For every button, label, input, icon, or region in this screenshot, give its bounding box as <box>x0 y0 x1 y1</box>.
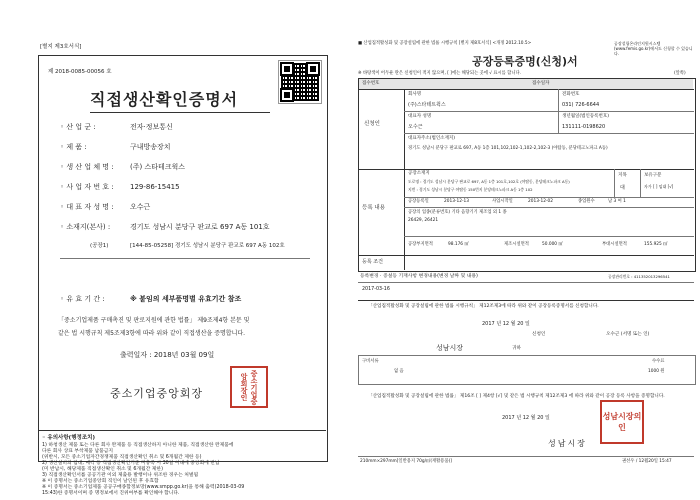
application-text: 「산업집적활성화 및 공장설립에 관한 법률 시행규칙」 제12조제3에 따라 위와 같이 공장등록증명서를 신청합니다. <box>368 304 599 309</box>
validity-value: ※ 붙임의 세부품명별 유효기간 참조 <box>130 295 242 303</box>
field-value-industry: 전자·정보통신 <box>130 123 173 131</box>
paper-spec: 210mm×297mm[일반용지 70g/㎡(재활용품)] <box>360 459 452 464</box>
manufacturing-area-value: 50.000 ㎡ <box>542 242 563 247</box>
issue-date: 출력일자 : 2018년 03월 09일 <box>120 351 215 359</box>
mayor-addressee: 성남시장 <box>436 344 464 352</box>
note-line: 3) 직접생산확인서를 공공기관 이외 제출용 발행이나 위조한 경우는 처벌됨 <box>42 473 199 478</box>
fee-value: 1000 원 <box>648 369 665 374</box>
receipt-date-label: 접수일자 <box>532 81 550 86</box>
phone-value: 031) 726-6644 <box>562 102 600 108</box>
fee-label: 수수료 <box>652 359 665 364</box>
auxiliary-area-label: 부대시설면적 <box>602 242 627 247</box>
industry-label: 공장의 업종(분류번호) 기타 음향기기 제조업 외 1 종 <box>408 210 507 215</box>
divider <box>60 258 310 259</box>
land-type-value: 대 <box>620 185 625 191</box>
land-type-label: 지목 <box>618 173 627 178</box>
field-value-address: 경기도 성남시 분당구 판교로 697 A동 101호 <box>130 223 270 231</box>
manufacturing-area-label: 제조시설면적 <box>504 242 529 247</box>
field-value-product: 구내방송장치 <box>130 143 171 151</box>
validity-label: ◦ 유 효 기 간 : <box>60 295 105 303</box>
required-documents-label: 구비서류 <box>362 359 379 364</box>
management-number: 공장관리번호 : 411352013296541 <box>608 274 670 279</box>
receipt-number-label: 접수번호 <box>362 81 380 86</box>
required-documents-value: 없 음 <box>394 369 404 374</box>
note-line: 다른 회사 상표 부착제품 납품금지 <box>42 449 113 454</box>
certification-date: 2017 년 12 월 20 일 <box>502 415 550 421</box>
page-title: 직접생산확인증명서 <box>90 90 239 109</box>
certification-text: 「산업집적활성화 및 공장설립에 관한 법률」 제16조 [ ] 제4항 [√] 및 같은 법 시행규칙 제12조제3 에 따라 위와 같이 공장 등록 사항을 증명합니다. <box>368 394 665 399</box>
mayor-issuer: 성남시장 <box>548 439 587 448</box>
industry-code: 26429, 26421 <box>408 218 439 223</box>
start-date-label: 사업시작일 <box>492 199 513 204</box>
receipt-row-bg <box>359 79 693 89</box>
factory-address-label: 공장소재지 <box>408 171 430 176</box>
factory-registration-certificate <box>352 0 700 500</box>
field-value-ceo: 오수근 <box>130 203 151 211</box>
field-value-biz-no: 129-86-15415 <box>130 183 180 191</box>
start-date-value: 2013-12-02 <box>528 199 553 204</box>
note-line: 2) 생산설비의 임대, 매각 등 직접생산확인기준 미충족 시 30일 이내에 중앙회에 반납 <box>42 461 220 466</box>
company-name-value: (주)스타테트윅스 <box>408 102 446 108</box>
company-name-label: 회사명 <box>408 92 422 97</box>
form-number: [별지 제3호서식] <box>40 44 82 50</box>
issuer-name: 중소기업중앙회장 <box>110 387 204 400</box>
law-header: ■ 산업집적활성화 및 공장설립에 관한 법률 시행규칙 [별지 제8호서식] <개정 2012.10.5> <box>358 41 532 46</box>
birth-label: 생년월일(법인등록번호) <box>562 114 609 119</box>
note-line: ※ 이 증명서는 중소기업제품 공공구매종합정보망(www.smpp.go.kr)을 통해 출력(2018-03-09 <box>42 485 245 490</box>
to-label: 귀하 <box>512 346 521 351</box>
print-info: 권선우 / 12월20일 15:47 <box>622 459 672 464</box>
site-area-value: 98.176 ㎡ <box>448 242 469 247</box>
birth-value: 131111-0198620 <box>562 124 606 130</box>
page-side-label: (앞쪽) <box>674 71 686 76</box>
reg-date-value: 2013-12-13 <box>444 199 469 204</box>
rep-address-value: 경기도 성남시 분당구 판교로 697, A동 1층 101,102,102-1,102-2,102-3 (야탑동, 분당테크노파크 A동) <box>408 146 608 151</box>
reg-date-label: 공장등록일 <box>408 199 429 204</box>
change-date: 2017-03-16 <box>362 287 390 292</box>
field-label-company: ◦ 생 산 업 체 명 : <box>60 163 114 171</box>
auxiliary-area-value: 155.925 ㎡ <box>644 242 668 247</box>
site-area-label: 공장부지면적 <box>408 242 433 247</box>
field-value-factory: [144-85-05258] 경기도 성남시 분당구 판교로 697 A동 102호 <box>130 243 285 249</box>
ownership-value: 자가 [ ] 임대 [√] <box>644 184 674 189</box>
applicant-signature-value: 오수근 (서명 또는 인) <box>606 332 650 337</box>
ownership-label: 보유구분 <box>644 173 662 178</box>
notes-divider <box>38 430 326 431</box>
field-label-biz-no: ◦ 사 업 자 번 호 : <box>60 183 114 191</box>
representative-value: 오수근 <box>408 124 423 130</box>
note-line: (미 반납시, 해당제품 직접생산확인 취소 및 6개월간 제한) <box>42 467 163 472</box>
note-line: 15:43)한 증명서이며 증 명정보에서 진위여부를 확인해야 합니다. <box>42 491 180 496</box>
title-underline <box>90 112 270 113</box>
employee-count-label: 종업원수 <box>578 199 595 204</box>
factory-address-lot: 지번 : 경기도 성남시 분당구 야탑동 150번지 분당테크노파크 A동 1층 102 <box>408 187 533 192</box>
field-label-ceo: ◦ 대 표 자 성 명 : <box>60 203 114 211</box>
application-date: 2017 년 12 월 20 일 <box>482 321 530 327</box>
field-value-company: (주) 스타테크윅스 <box>130 163 186 171</box>
change-history-label: 등록변경 · 증설등 기재사항 변경내용(변경 날짜 및 내용) <box>360 274 478 279</box>
certificate-direct-production <box>0 0 345 500</box>
employee-count-value: 남 3 여 1 <box>608 199 626 204</box>
registration-section-label: 등록 내용 <box>362 205 386 211</box>
note-line: (위반시, 모든 중소기업자간경쟁제품 직접생산확인 취소 및 6개월간 제한 등) <box>42 455 202 460</box>
rep-address-label: 대표자주소(법인소재지) <box>408 136 455 141</box>
notice-text: ※ 바탕색이 어두운 란은 신청인이 적지 않으며, [ ]에는 해당되는 곳에 √ 표시를 합니다. <box>358 71 522 76</box>
field-label-industry: ◦ 산 업 군 : <box>60 123 96 131</box>
representative-label: 대표자 성명 <box>408 114 432 119</box>
web-note: 공장설립온라인지원시스템(www.femis.go.kr)에서도 신청할 수 있습니다. <box>614 41 693 56</box>
qr-code-icon <box>278 60 322 104</box>
phone-label: 전화번호 <box>562 92 580 97</box>
field-label-address: ◦ 소재지(본사) : <box>60 223 111 231</box>
body-text-line1: 「중소기업제품 구매촉진 및 판로지원에 관한 법률」 제9조제4항 본문 및 <box>58 317 250 324</box>
documents-table <box>358 355 696 385</box>
field-label-factory: (공장1) <box>90 243 109 249</box>
factory-address-road: 도로명 : 경기도 성남시 분당구 판교로 697, A동 1층 101호,102호 (야탑동, 분당테크노파크 A동) <box>408 179 570 184</box>
notes-title: ◦ 유의사항(행정조치) <box>42 435 95 441</box>
note-line: 1) 하청생산 제품 또는 다른 회사 완제품 등 직접생산하지 아니한 제품, 직접생산한 완제품에 <box>42 443 234 448</box>
note-line: ※ 이 증명서는 중소기업중앙회 직인이 날인된 후 유효함 <box>42 479 159 484</box>
page-title: 공장등록증명(신청)서 <box>472 55 578 68</box>
field-label-product: ◦ 제 품 : <box>60 143 87 151</box>
body-text-line2: 같은 법 시행규칙 제5조제3항에 따라 위와 같이 직접생산을 증명합니다. <box>58 330 246 337</box>
official-seal-icon: 중소기업중앙회장인 <box>230 366 268 408</box>
certificate-number: 제 2018-0085-00056 호 <box>48 69 112 75</box>
registration-condition-label: 등록 조건 <box>362 259 383 265</box>
applicant-section-label: 신청인 <box>364 121 380 127</box>
official-seal-icon: 성남시장의인 <box>600 400 644 444</box>
applicant-signature-label: 신청인 <box>532 332 546 337</box>
